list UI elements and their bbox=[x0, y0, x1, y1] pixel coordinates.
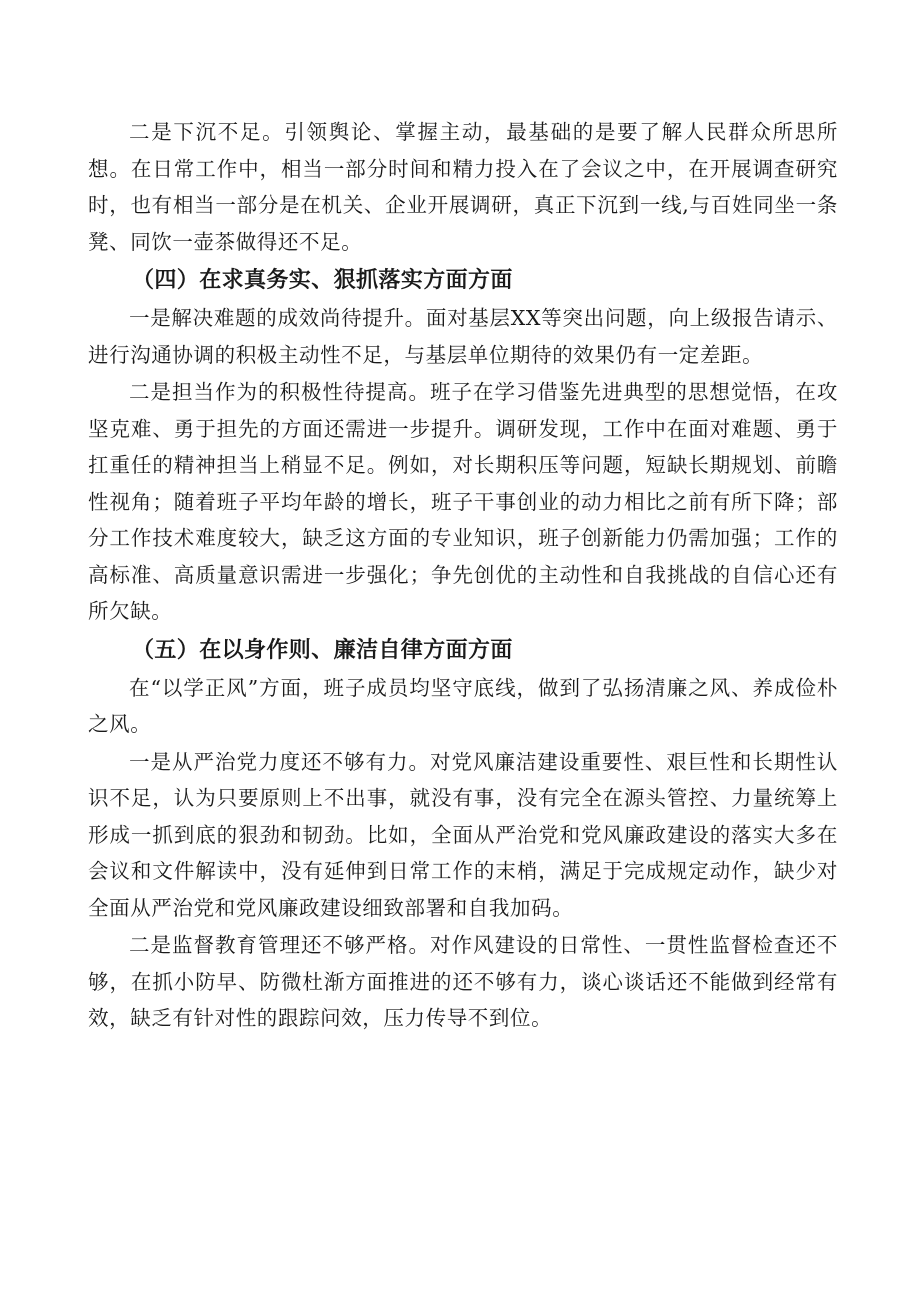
paragraph-style-integrity: 在“以学正风”方面，班子成员均坚守底线，做到了弘扬清廉之风、养成俭朴之风。 bbox=[88, 675, 838, 736]
section-heading-five: （五）在以身作则、廉洁自律方面方面 bbox=[132, 637, 513, 663]
document-page bbox=[88, 114, 838, 1037]
paragraph-supervision: 二是监督教育管理还不够严格。对作风建设的日常性、一贯性监督检查还不够，在抓小防早、防微杜渐方面推进的还不够有力，谈心谈话还不能做到经常有效，缺乏有针对性的跟踪问效，压力传导不到位。 bbox=[88, 933, 838, 1030]
paragraph-insufficient-grassroots: 二是下沉不足。引领舆论、掌握主动，最基础的是要了解人民群众所思所想。在日常工作中，相当一部分时间和精力投入在了会议之中，在开展调查研究时，也有相当一部分是在机关、企业开展调研，真正下沉到一线,与百姓同坐一条凳、同饮一壶茶做得还不足。 bbox=[88, 120, 838, 254]
paragraph-party-discipline: 一是从严治党力度还不够有力。对党风廉洁建设重要性、艰巨性和长期性认识不足，认为只要原则上不出事，就没有事，没有完全在源头管控、力量统筹上形成一抓到底的狠劲和韧劲。比如，全面从严治党和党风廉政建设的落实大多在会议和文件解读中，没有延伸到日常工作的末梢，满足于完成规定动作，缺少对全面从严治党和党风廉政建设细致部署和自我加码。 bbox=[88, 749, 838, 920]
paragraph-problem-solving: 一是解决难题的成效尚待提升。面对基层XX等突出问题，向上级报告请示、进行沟通协调的积极主动性不足，与基层单位期待的效果仍有一定差距。 bbox=[88, 306, 838, 367]
section-heading-four: （四）在求真务实、狠抓落实方面方面 bbox=[132, 268, 513, 293]
paragraph-responsibility: 二是担当作为的积极性待提高。班子在学习借鉴先进典型的思想觉悟，在攻坚克难、勇于担先的方面还需进一步提升。调研发现，工作中在面对难题、勇于扛重任的精神担当上稍显不足。例如，对长期积压等问题，短缺长期规划、前瞻性视角；随着班子平均年龄的增长，班子干事创业的动力相比之前有所下降；部分工作技术难度较大，缺乏这方面的专业知识，班子创新能力仍需加强；工作的高标准、高质量意识需进一步强化；争先创优的主动性和自我挑战的自信心还有所欠缺。 bbox=[88, 380, 838, 623]
